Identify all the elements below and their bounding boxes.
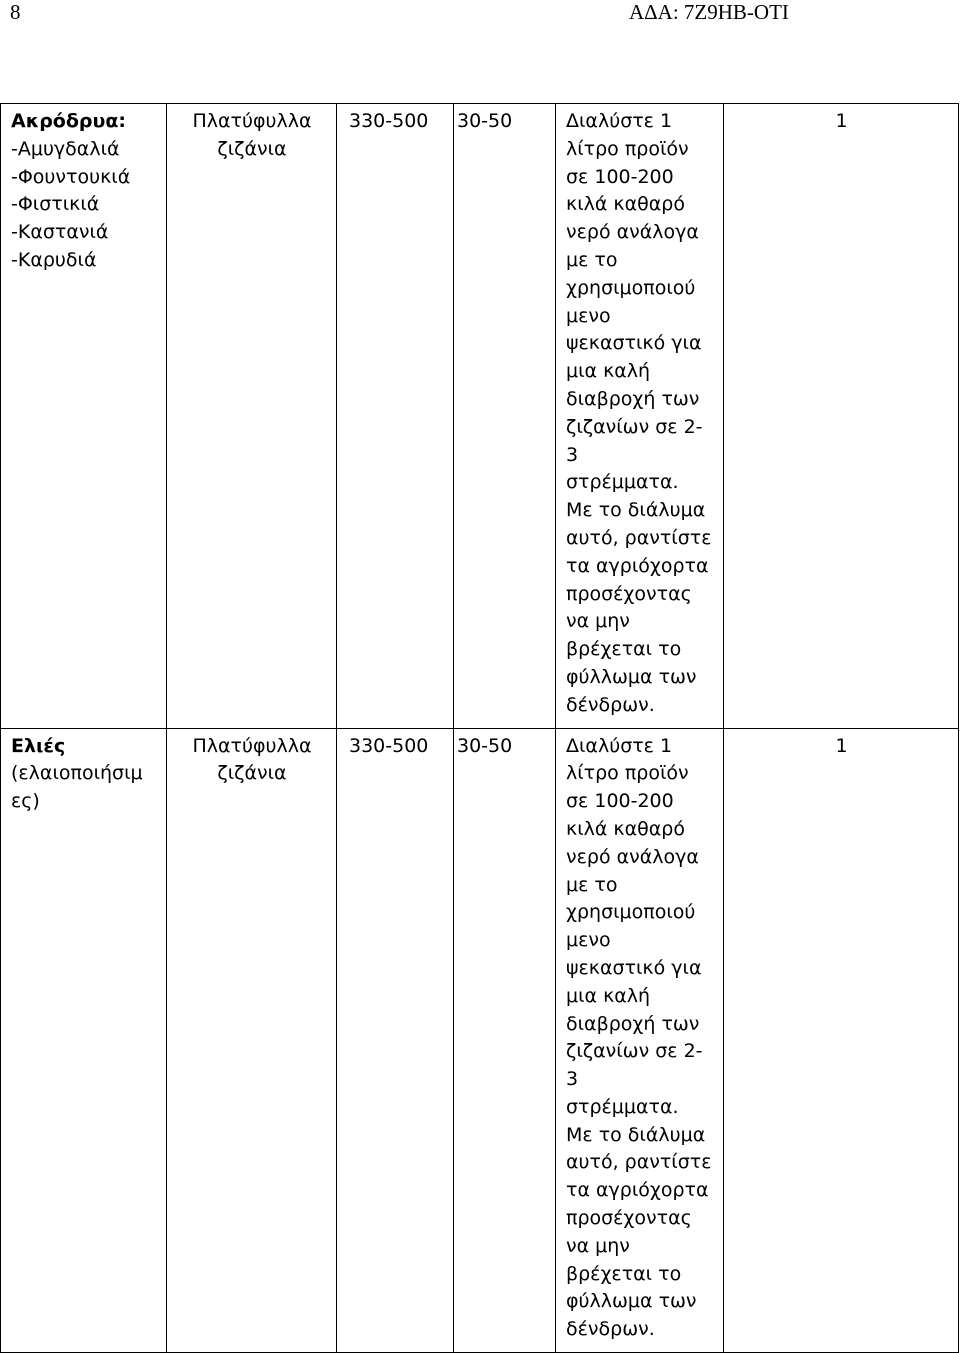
notes-line: χρησιμοποιού [566,901,696,924]
weed-cell [167,104,337,729]
dose-value: 330-500 [349,110,429,132]
crop-title: Ακρόδρυα: [11,110,126,132]
dose-value: 330-500 [349,734,429,757]
notes-line: βρέχεται το [566,1262,682,1285]
crop-cell [1,728,167,1353]
weed-line: Πλατύφυλλα [192,110,312,132]
notes-line: δένδρων. [566,1318,655,1341]
notes-line: με το [566,873,618,896]
notes-line: με το [566,248,618,271]
notes-line: στρέμματα. [566,1095,679,1118]
page-number: 8 [10,0,21,24]
notes-line: σε 100-200 [566,790,674,813]
notes-line: προσέχοντας [566,582,692,605]
notes-line: τα αγριόχορτα [566,554,709,577]
notes-line: κιλά καθαρό [566,817,685,840]
notes-line: στρέμματα. [566,471,679,494]
crop-cell [1,104,167,729]
notes-line: να μην [566,1234,630,1257]
notes-line: Με το διάλυμα [566,499,706,522]
notes-line: διαβροχή των [566,387,700,410]
water-value: 30-50 [457,734,513,757]
notes-line: αυτό, ραντίστε [566,526,712,549]
notes-line: μενο [566,929,611,952]
crop-line: ες) [11,790,40,813]
notes-line: νερό ανάλογα [566,221,699,244]
dose-cell [337,728,454,1353]
notes-line: φύλλωμα των [566,665,697,688]
notes-line: Διαλύστε 1 [566,734,673,757]
notes-line: τα αγριόχορτα [566,1179,709,1202]
notes-line: διαβροχή των [566,1012,700,1035]
notes-line: αυτό, ραντίστε [566,1151,712,1174]
notes-line: χρησιμοποιού [566,276,696,299]
notes-line: ψεκαστικό για [566,956,702,979]
crop-line: (ελαιοποιήσιμ [11,762,143,785]
weed-line: ζιζάνια [217,137,287,160]
notes-line: δένδρων. [566,693,655,716]
notes-line: να μην [566,610,630,633]
page-header [0,0,960,30]
table-row [1,104,959,729]
dose-cell [337,104,454,729]
notes-cell [556,104,724,729]
water-value: 30-50 [457,110,513,132]
notes-line: φύλλωμα των [566,1290,697,1313]
notes-line: προσέχοντας [566,1207,692,1230]
crop-line: -Φουντουκιά [11,165,131,188]
notes-line: μια καλή [566,984,651,1007]
applications-value: 1 [835,734,848,757]
dosage-table [0,103,959,1353]
notes-cell [556,728,724,1353]
notes-line: λίτρο προϊόν [566,762,689,785]
water-cell [454,104,556,729]
crop-line: -Φιστικιά [11,193,100,216]
notes-line: Διαλύστε 1 [566,110,673,132]
water-cell [454,728,556,1353]
notes-line: μενο [566,304,611,327]
notes-line: νερό ανάλογα [566,845,699,868]
applications-value: 1 [835,110,848,132]
notes-line: κιλά καθαρό [566,193,685,216]
notes-line: σε 100-200 [566,165,674,188]
crop-line: -Καρυδιά [11,248,97,271]
notes-line: Με το διάλυμα [566,1123,706,1146]
weed-cell [167,728,337,1353]
crop-title: Ελιές [11,734,66,757]
notes-line: λίτρο προϊόν [566,137,689,160]
notes-line: ψεκαστικό για [566,332,702,355]
weed-line: Πλατύφυλλα [192,734,312,757]
applications-cell [724,728,959,1353]
ada-code: ΑΔΑ: 7Ζ9ΗΒ-ΟΤΙ [629,0,789,24]
applications-cell [724,104,959,729]
notes-line: μια καλή [566,360,651,383]
table-row [1,728,959,1353]
notes-line: βρέχεται το [566,638,682,661]
notes-line: ζιζανίων σε 2-3 [566,1040,703,1091]
weed-line: ζιζάνια [217,762,287,785]
notes-line: ζιζανίων σε 2-3 [566,415,703,466]
crop-line: -Αμυγδαλιά [11,137,120,160]
crop-line: -Καστανιά [11,221,109,244]
